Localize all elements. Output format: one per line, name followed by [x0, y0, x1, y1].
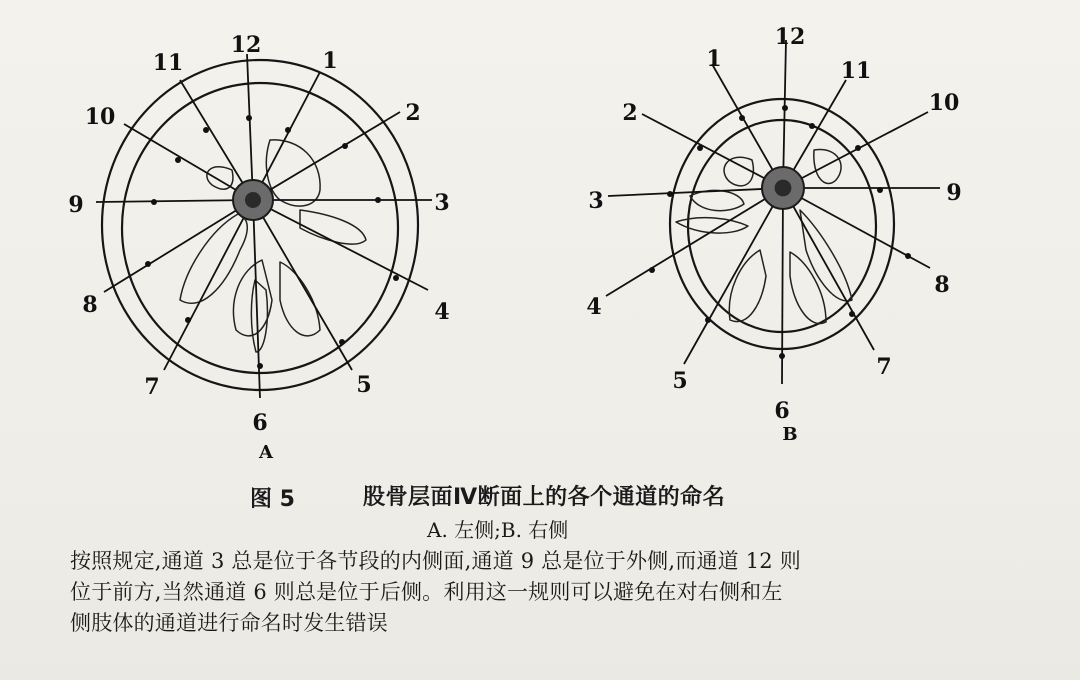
entry-point-dot [855, 145, 861, 151]
channel-number: 5 [356, 372, 372, 398]
channel-number: 10 [84, 104, 116, 130]
channel-number: 1 [322, 48, 338, 74]
skin-outline [102, 60, 421, 390]
subfigure-label: A [259, 442, 273, 463]
figure-number: 图 5 [250, 487, 295, 512]
subfigure-label: B [782, 424, 798, 445]
channel-number: 12 [774, 24, 806, 50]
muscle-compartment [729, 250, 766, 322]
channel-number: 7 [144, 374, 160, 400]
channel-number: 9 [946, 180, 962, 206]
channel-number: 6 [774, 398, 790, 424]
entry-point-dot [393, 275, 399, 281]
entry-point-dot [203, 127, 209, 133]
channel-number: 10 [928, 90, 960, 116]
channel-number: 11 [152, 50, 184, 76]
figure-title: 股骨层面Ⅳ断面上的各个通道的命名 [363, 485, 726, 510]
figure-subtitle: A. 左侧;B. 右侧 [427, 518, 569, 542]
muscle-compartment [251, 280, 267, 352]
entry-point-dot [877, 187, 883, 193]
body-line: 位于前方,当然通道 6 则总是位于后侧。利用这一规则可以避免在对右侧和左 [70, 580, 783, 604]
muscle-compartment [790, 252, 826, 324]
channel-number: 8 [82, 292, 98, 318]
bone-marrow [775, 180, 792, 197]
channel-number: 4 [434, 299, 450, 325]
cross-section-diagram-left [68, 32, 449, 463]
channel-line [104, 200, 253, 292]
muscle-compartment [280, 262, 320, 336]
channel-line [783, 40, 786, 188]
entry-point-dot [375, 197, 381, 203]
entry-point-dot [285, 127, 291, 133]
channel-line [608, 188, 783, 196]
channel-number: 2 [622, 100, 638, 126]
entry-point-dot [739, 115, 745, 121]
body-line: 侧肢体的通道进行命名时发生错误 [70, 611, 388, 635]
channel-line [606, 188, 783, 296]
entry-point-dot [809, 123, 815, 129]
muscle-compartment [266, 140, 320, 206]
body-line: 按照规定,通道 3 总是位于各节段的内侧面,通道 9 总是位于外侧,而通道 12 则 [70, 549, 801, 573]
muscle-compartment [724, 157, 753, 186]
entry-point-dot [782, 105, 788, 111]
entry-point-dot [145, 261, 151, 267]
bone-marrow [245, 192, 261, 208]
channel-number: 3 [588, 188, 604, 214]
channel-number: 7 [876, 354, 892, 380]
channel-number: 3 [434, 190, 450, 216]
channel-line [124, 124, 253, 200]
channel-number: 5 [672, 368, 688, 394]
muscle-compartment [800, 210, 852, 301]
entry-point-dot [705, 317, 711, 323]
channel-number: 9 [68, 192, 84, 218]
entry-point-dot [246, 115, 252, 121]
entry-point-dot [905, 253, 911, 259]
entry-point-dot [185, 317, 191, 323]
muscle-compartment [814, 149, 841, 183]
entry-point-dot [849, 311, 855, 317]
channel-line [164, 200, 253, 370]
channel-number: 4 [586, 294, 602, 320]
channel-number: 6 [252, 410, 268, 436]
body-paragraph [70, 546, 1010, 639]
entry-point-dot [779, 353, 785, 359]
entry-point-dot [697, 145, 703, 151]
cross-section-diagram-right [586, 24, 961, 445]
entry-point-dot [339, 339, 345, 345]
entry-point-dot [151, 199, 157, 205]
channel-number: 11 [840, 58, 872, 84]
channel-line [180, 80, 253, 200]
muscle-compartment [690, 190, 744, 210]
channel-number: 12 [230, 32, 262, 58]
entry-point-dot [649, 267, 655, 273]
channel-number: 2 [405, 100, 421, 126]
muscle-compartment [300, 210, 366, 244]
channel-number: 1 [706, 46, 722, 72]
channel-number: 8 [934, 272, 950, 298]
channel-line [96, 200, 253, 202]
entry-point-dot [257, 363, 263, 369]
channel-line [247, 54, 253, 200]
entry-point-dot [667, 191, 673, 197]
entry-point-dot [342, 143, 348, 149]
entry-point-dot [175, 157, 181, 163]
